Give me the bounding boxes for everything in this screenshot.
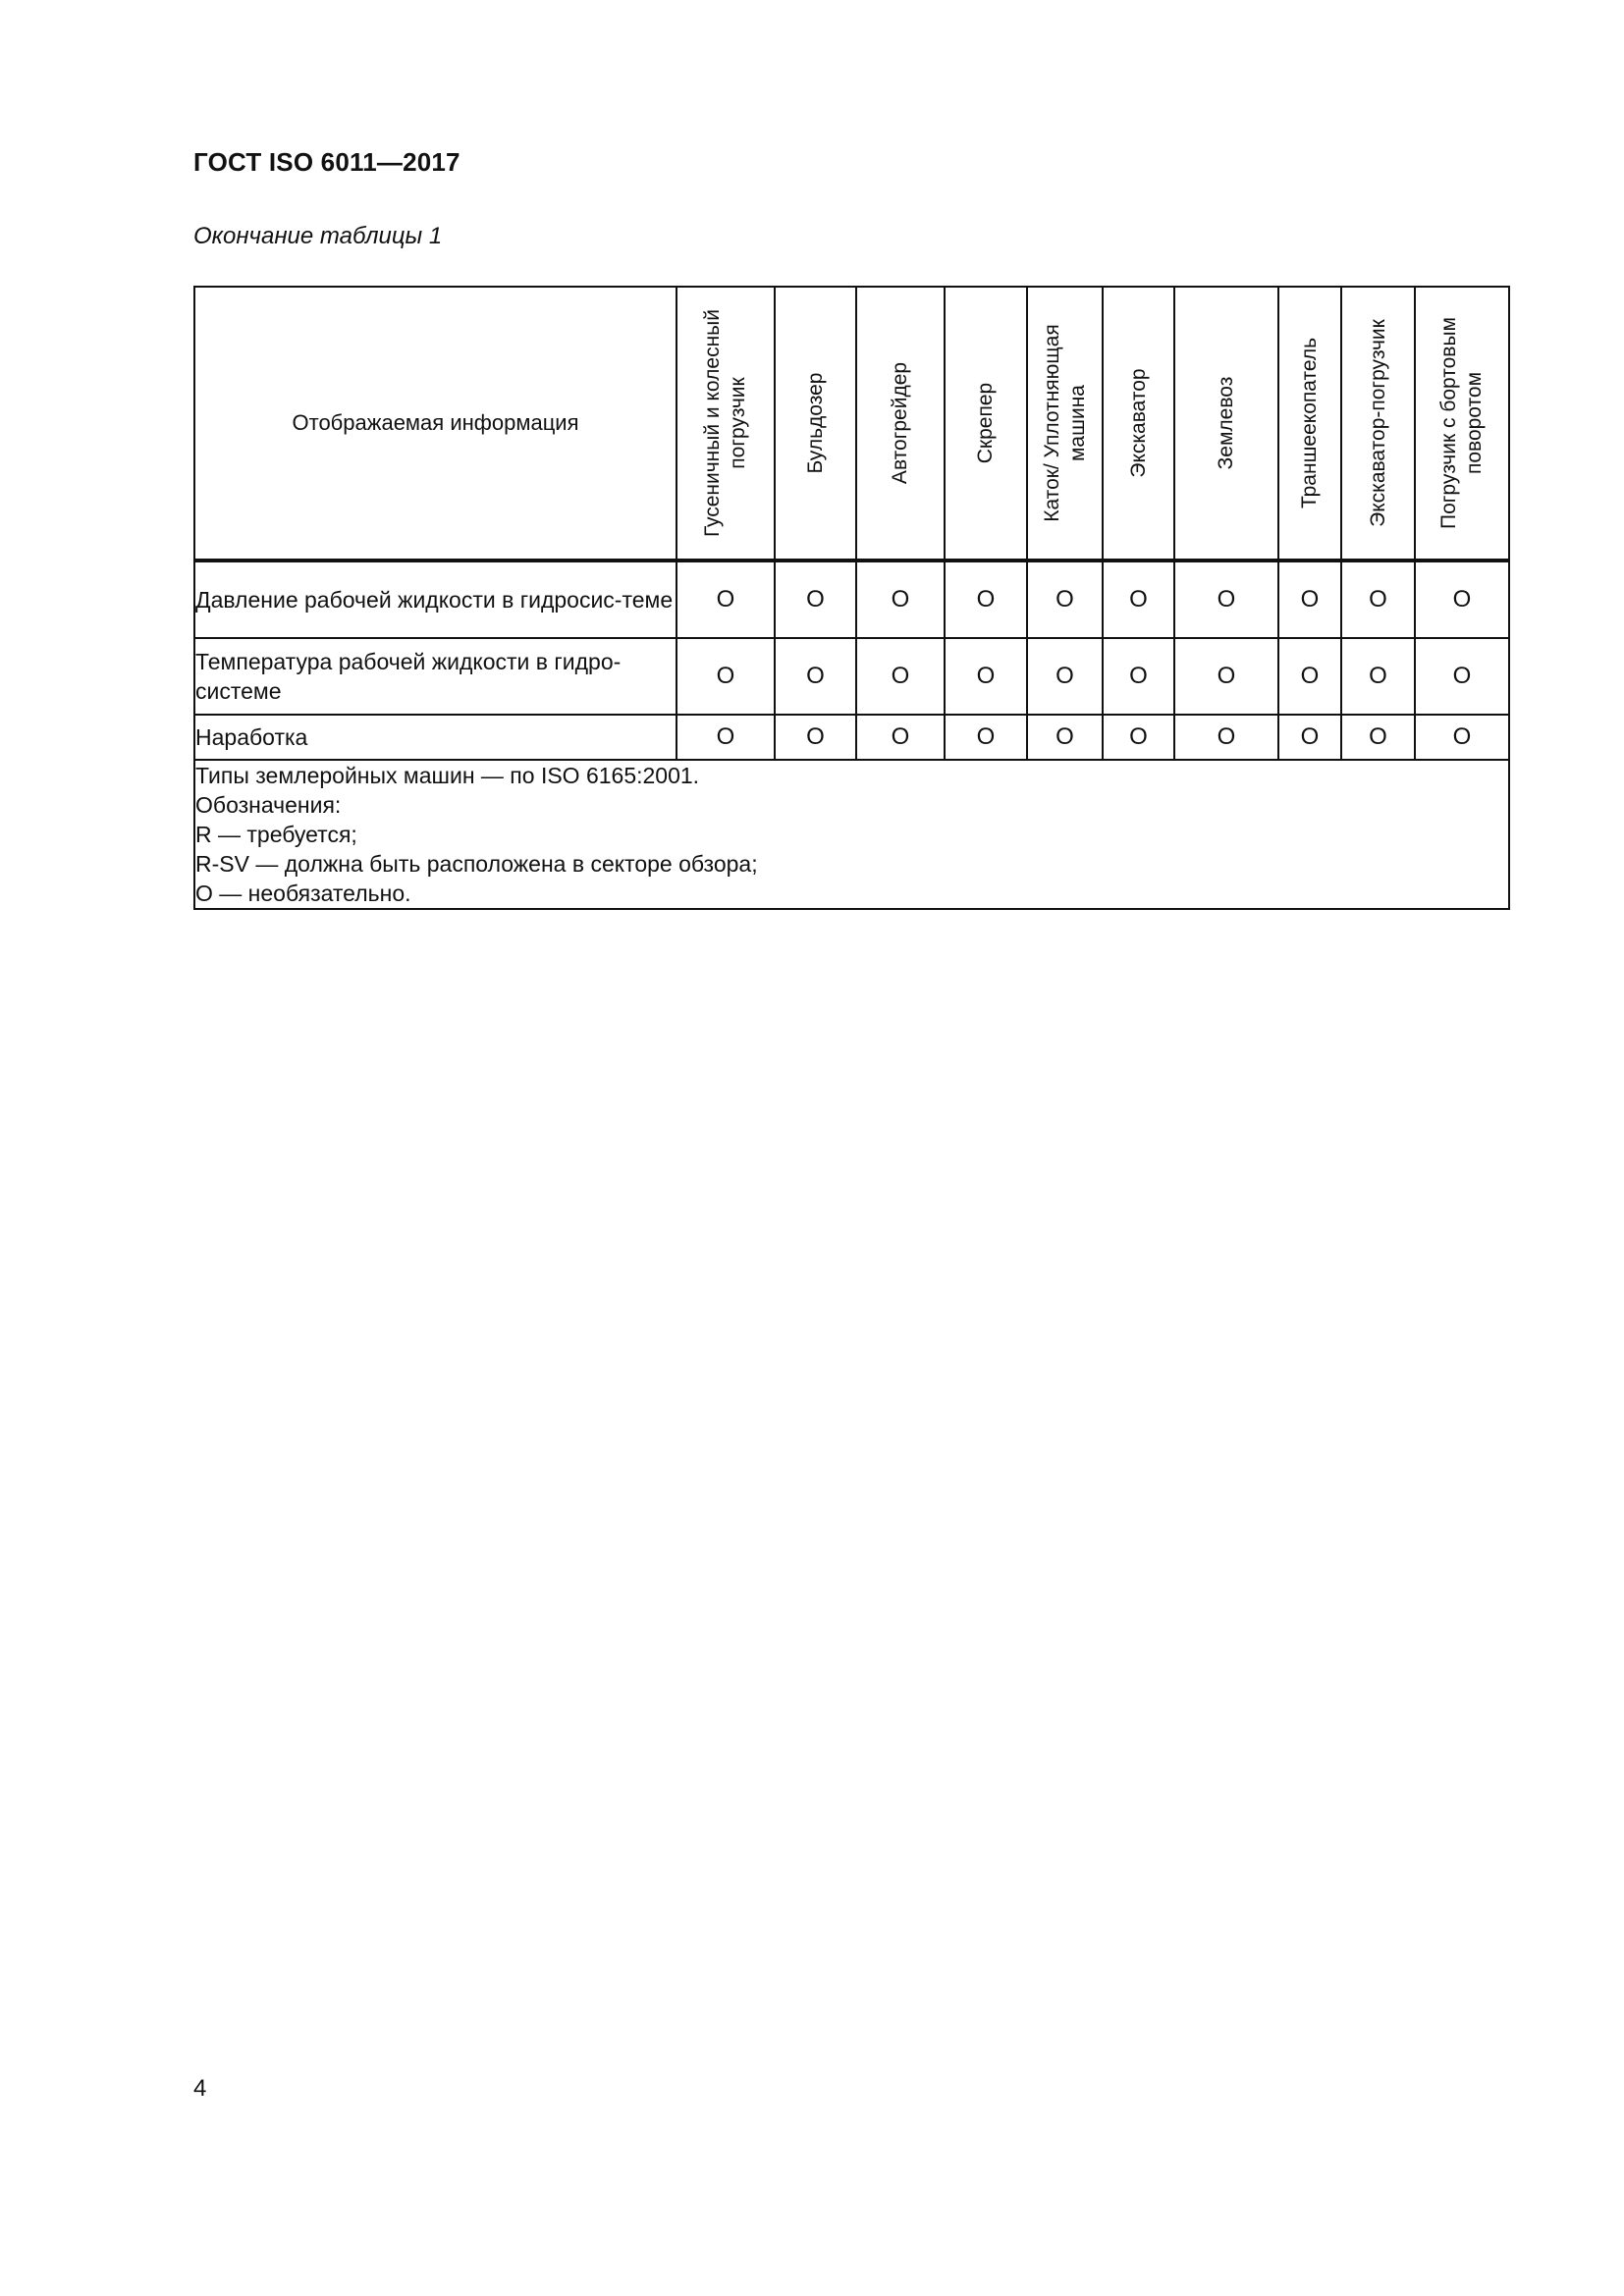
table-cell: O xyxy=(1278,715,1341,760)
table-cell: O xyxy=(1341,715,1415,760)
machine-header-label: Погрузчик с бортовым поворотом xyxy=(1437,317,1486,530)
table-cell: O xyxy=(1174,561,1278,638)
machine-header-label: Скрепер xyxy=(974,382,997,464)
table-cell: O xyxy=(1103,715,1174,760)
table-header-row xyxy=(194,287,1509,561)
machine-header xyxy=(1341,287,1415,561)
table-notes-row xyxy=(194,760,1509,909)
machine-header-label: Автогрейдер xyxy=(889,361,911,485)
note-line: R — требуется; xyxy=(195,822,357,847)
table-cell: O xyxy=(856,561,945,638)
table-cell: O xyxy=(1415,638,1509,715)
table-row xyxy=(194,561,1509,638)
table-cell: O xyxy=(1415,715,1509,760)
machine-header-label: Гусеничный и колесный погрузчик xyxy=(701,309,749,537)
table-cell: O xyxy=(945,561,1027,638)
machine-header xyxy=(1103,287,1174,561)
table-cell: O xyxy=(1027,638,1103,715)
table-cell: O xyxy=(775,715,856,760)
table-cell: O xyxy=(1341,638,1415,715)
table-cell: O xyxy=(1415,561,1509,638)
table-cell: O xyxy=(1103,638,1174,715)
table-cell: O xyxy=(856,638,945,715)
table-caption: Окончание таблицы 1 xyxy=(193,223,443,249)
info-column-header: Отображаемая информация xyxy=(194,287,677,561)
note-line: O — необязательно. xyxy=(195,881,411,906)
machine-header xyxy=(775,287,856,561)
table-notes xyxy=(194,760,1509,909)
table-cell: O xyxy=(856,715,945,760)
table-row xyxy=(194,715,1509,760)
machine-header xyxy=(677,287,775,561)
table-cell: O xyxy=(677,561,775,638)
machine-header-label: Каток/ Уплотняющая машина xyxy=(1040,324,1089,522)
machine-header-label: Экскаватор-погрузчик xyxy=(1366,319,1389,527)
page-number: 4 xyxy=(193,2075,207,2102)
table-cell: O xyxy=(775,561,856,638)
row-label: Давление рабочей жидкости в гидросис-теме xyxy=(194,561,677,638)
machine-header xyxy=(945,287,1027,561)
machine-header-label: Землевоз xyxy=(1215,376,1237,470)
machine-header xyxy=(1278,287,1341,561)
table-cell: O xyxy=(1278,561,1341,638)
table-cell: O xyxy=(945,638,1027,715)
table-cell: O xyxy=(775,638,856,715)
note-line: Обозначения: xyxy=(195,792,342,818)
table-cell: O xyxy=(945,715,1027,760)
note-line: Типы землеройных машин — по ISO 6165:2001. xyxy=(195,763,700,788)
row-label: Температура рабочей жидкости в гидро-системе xyxy=(194,638,677,715)
machine-header-label: Экскаватор xyxy=(1126,368,1150,478)
row-label: Наработка xyxy=(194,715,677,760)
table-cell: O xyxy=(677,715,775,760)
table-cell: O xyxy=(1341,561,1415,638)
machine-header xyxy=(856,287,945,561)
document-code: ГОСТ ISO 6011—2017 xyxy=(193,147,460,177)
table-cell: O xyxy=(1027,561,1103,638)
table-cell: O xyxy=(677,638,775,715)
machine-header-label: Траншеекопатель xyxy=(1298,337,1321,509)
table-cell: O xyxy=(1027,715,1103,760)
table-cell: O xyxy=(1103,561,1174,638)
table-row xyxy=(194,638,1509,715)
table-cell: O xyxy=(1174,638,1278,715)
machine-header xyxy=(1174,287,1278,561)
machine-header xyxy=(1415,287,1509,561)
table-cell: O xyxy=(1174,715,1278,760)
equipment-info-table xyxy=(193,286,1510,910)
machine-header xyxy=(1027,287,1103,561)
note-line: R-SV — должна быть расположена в секторе обзора; xyxy=(195,851,758,877)
table-cell: O xyxy=(1278,638,1341,715)
machine-header-label: Бульдозер xyxy=(803,372,827,474)
